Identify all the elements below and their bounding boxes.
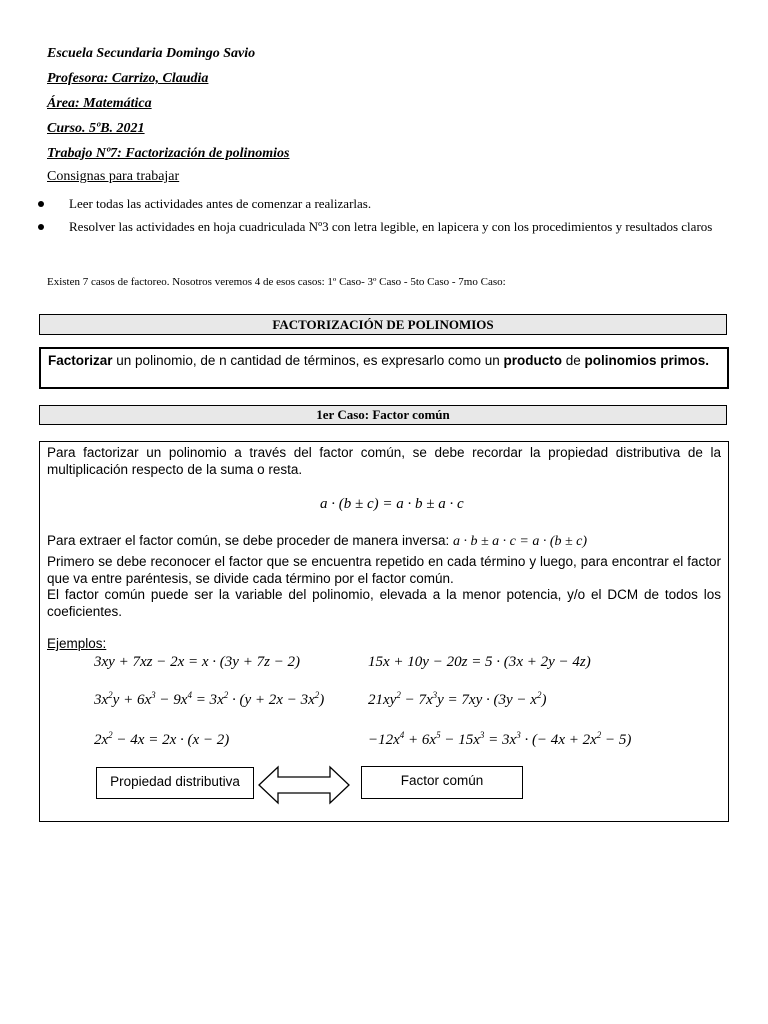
- instruction-text: Leer todas las actividades antes de comenzar a realizarlas.: [69, 196, 372, 211]
- bullet-icon: [38, 224, 44, 230]
- definition-keyword: polinomios primos.: [584, 353, 710, 368]
- inverse-formula: a · b ± a · c = a · (b ± c): [452, 534, 588, 549]
- bullet-icon: [38, 201, 44, 207]
- section-title: FACTORIZACIÓN DE POLINOMIOS: [39, 314, 727, 335]
- instructions-title: Consignas para trabajar: [47, 169, 180, 184]
- definition-text: de: [562, 353, 585, 368]
- case1-paragraph-1: Para factorizar un polinomio a través del factor común, se debe recordar la propiedad distributiva de la multiplicación respecto de la suma o resta.: [47, 445, 721, 477]
- teacher-name: Profesora: Carrizo, Claudia: [47, 71, 209, 86]
- inverse-text: Para extraer el factor común, se debe proceder de manera inversa:: [47, 533, 450, 548]
- definition-keyword: Factorizar: [48, 353, 113, 368]
- instruction-text: Resolver las actividades en hoja cuadriculada Nº3 con letra legible, en lapicera y con los procedimientos y resultados claros: [69, 219, 713, 234]
- definition-text: un polinomio, de n cantidad de términos, es expresarlo como un: [112, 353, 504, 368]
- list-item: [38, 192, 718, 215]
- subject-area: Área: Matemática: [47, 96, 152, 111]
- definition-box: [39, 347, 729, 389]
- instructions-list: [38, 192, 718, 238]
- case1-paragraph-3: Primero se debe reconocer el factor que se encuentra repetido en cada término y luego, para encontrar el factor que va entre paréntesis, se divide cada término por el factor común.: [47, 554, 721, 586]
- distributive-property-box: Propiedad distributiva: [96, 767, 254, 799]
- work-title: Trabajo Nº7: Factorización de polinomios: [47, 146, 290, 161]
- examples-label: Ejemplos:: [47, 636, 107, 651]
- example-5: $2x^2 - 4x = 2x \cdot (x - 2)$: [94, 730, 230, 748]
- case1-title: 1er Caso: Factor común: [39, 405, 727, 425]
- common-factor-box: Factor común: [361, 766, 523, 799]
- cases-intro: Existen 7 casos de factoreo. Nosotros veremos 4 de esos casos: 1º Caso- 3º Caso - 5to Caso - 7mo Caso:: [47, 276, 506, 288]
- example-2: 15x + 10y − 20z = 5 · (3x + 2y − 4z): [368, 654, 591, 670]
- case1-paragraph-4: El factor común puede ser la variable del polinomio, elevada a la menor potencia, y/o el DCM de todos los coeficientes.: [47, 587, 721, 619]
- example-6: $-12x^4 + 6x^5 - 15x^3 = 3x^3$ · (− $4x + 2x^2 - 5$): [368, 730, 632, 748]
- course-label: Curso. 5ºB. 2021: [47, 121, 145, 136]
- school-name: Escuela Secundaria Domingo Savio: [47, 46, 256, 61]
- example-3: $3x^2y + 6x^3 - 9x^4 = 3x^2 \cdot (y + 2x - 3x^2)$: [94, 690, 325, 708]
- distributive-formula: a · (b ± c) = a · b ± a · c: [320, 496, 464, 512]
- double-arrow-icon: [258, 765, 350, 805]
- list-item: [38, 215, 718, 238]
- definition-keyword: producto: [503, 353, 563, 368]
- example-4: $21xy^2 - 7x^3y = 7xy \cdot (3y - x^2)$: [368, 690, 547, 708]
- case1-paragraph-2: [47, 533, 721, 551]
- case1-box: [39, 441, 729, 822]
- example-1: 3xy + 7xz − 2x = x · (3y + 7z − 2): [94, 654, 301, 670]
